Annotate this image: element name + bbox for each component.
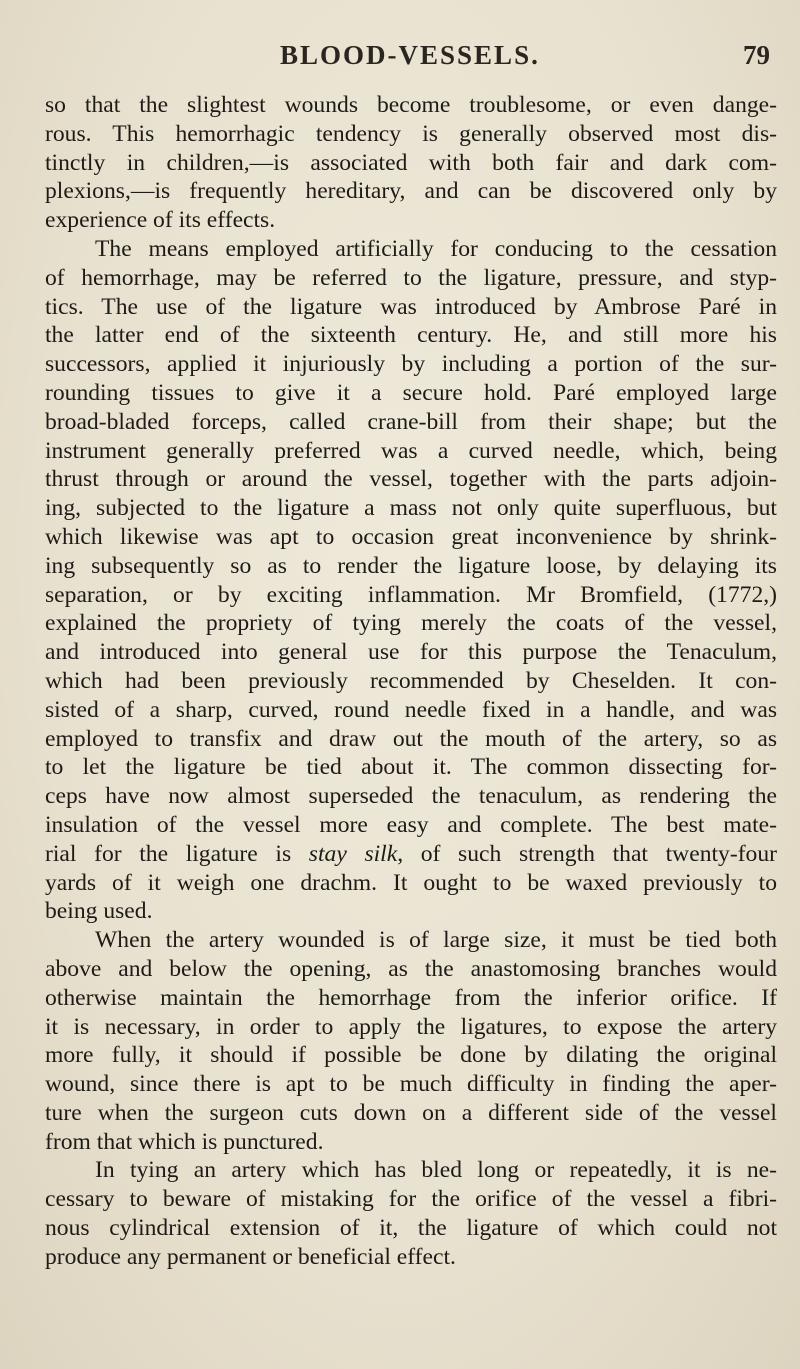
italic-term: stay silk — [308, 840, 398, 867]
text-line: separation, or by exciting inflammation. Mr Bromfield, (1772,) — [45, 581, 777, 608]
paragraph-1 — [45, 91, 777, 235]
text-line: yards of it weigh one drachm. It ought to be waxed previously to — [45, 869, 777, 896]
text-line: The means employed artificially for conducing to the cessation — [95, 235, 777, 262]
text-line: above and below the opening, as the anastomosing branches would — [45, 955, 777, 982]
text-line: insulation of the vessel more easy and complete. The best mate- — [45, 811, 777, 838]
body-text — [45, 91, 777, 1272]
paragraph-2 — [45, 235, 777, 926]
text-line: and introduced into general use for this purpose the Tenaculum, — [45, 639, 777, 666]
text-line: ceps have now almost superseded the tenaculum, as rendering the — [45, 783, 777, 810]
text-line: so that the slightest wounds become troublesome, or even dange- — [45, 92, 777, 118]
text-line: ture when the surgeon cuts down on a different side of the vessel — [45, 1099, 777, 1126]
text-line: produce any permanent or beneficial effect. — [45, 1243, 456, 1270]
text-line: employed to transfix and draw out the mouth of the artery, so as — [45, 725, 777, 752]
text-line: cessary to beware of mistaking for the orifice of the vessel a fibri- — [45, 1186, 777, 1213]
running-head — [90, 40, 770, 80]
line-segment: , of such strength that twenty-four — [397, 840, 778, 867]
page-number: 79 — [743, 40, 770, 70]
text-line: broad-bladed forceps, called crane-bill from their shape; but the — [45, 408, 777, 435]
text-line-with-italic — [45, 840, 777, 869]
text-line: plexions,—is frequently hereditary, and can be discovered only by — [45, 178, 777, 205]
text-line: instrument generally preferred was a curved needle, which, being — [45, 437, 777, 464]
text-line: nous cylindrical extension of it, the ligature of which could not — [45, 1215, 777, 1242]
text-line: When the artery wounded is of large size, it must be tied both — [95, 927, 777, 954]
text-line: explained the propriety of tying merely the coats of the vessel, — [45, 610, 777, 637]
text-line: to let the ligature be tied about it. The common dissecting for- — [45, 754, 777, 781]
text-line: successors, applied it injuriously by including a portion of the sur- — [45, 351, 777, 378]
text-line: experience of its effects. — [45, 207, 276, 234]
text-line: which likewise was apt to occasion great inconvenience by shrink- — [45, 523, 777, 550]
text-line: from that which is punctured. — [45, 1128, 324, 1155]
text-line: wound, since there is apt to be much difficulty in finding the aper- — [45, 1071, 777, 1098]
text-line: thrust through or around the vessel, together with the parts adjoin- — [45, 466, 777, 493]
paragraph-4 — [45, 1156, 777, 1271]
text-line: which had been previously recommended by Cheselden. It con- — [45, 667, 777, 694]
text-line: tinctly in children,—is associated with both fair and dark com- — [45, 149, 777, 176]
text-line: ing subsequently so as to render the ligature loose, by delaying its — [45, 552, 777, 579]
text-line: tics. The use of the ligature was introduced by Ambrose Paré in — [45, 293, 777, 320]
text-line: ing, subjected to the ligature a mass not only quite superfluous, but — [45, 495, 777, 522]
text-line: rous. This hemorrhagic tendency is generally observed most dis- — [45, 120, 777, 147]
text-line: otherwise maintain the hemorrhage from the inferior orifice. If — [45, 984, 777, 1011]
running-title: BLOOD-VESSELS. — [280, 40, 540, 70]
text-line: more fully, it should if possible be done by dilating the original — [45, 1042, 777, 1069]
text-line: it is necessary, in order to apply the ligatures, to expose the artery — [45, 1013, 777, 1040]
paragraph-3 — [45, 926, 777, 1156]
text-line: being used. — [45, 898, 153, 925]
line-segment: rial for the ligature is — [45, 840, 309, 867]
text-line: sisted of a sharp, curved, round needle fixed in a handle, and was — [45, 696, 777, 723]
text-line: of hemorrhage, may be referred to the ligature, pressure, and styp- — [45, 264, 777, 291]
text-line: rounding tissues to give it a secure hold. Paré employed large — [45, 379, 777, 406]
text-line: the latter end of the sixteenth century. He, and still more his — [45, 322, 777, 349]
text-line: In tying an artery which has bled long or repeatedly, it is ne- — [95, 1157, 777, 1184]
